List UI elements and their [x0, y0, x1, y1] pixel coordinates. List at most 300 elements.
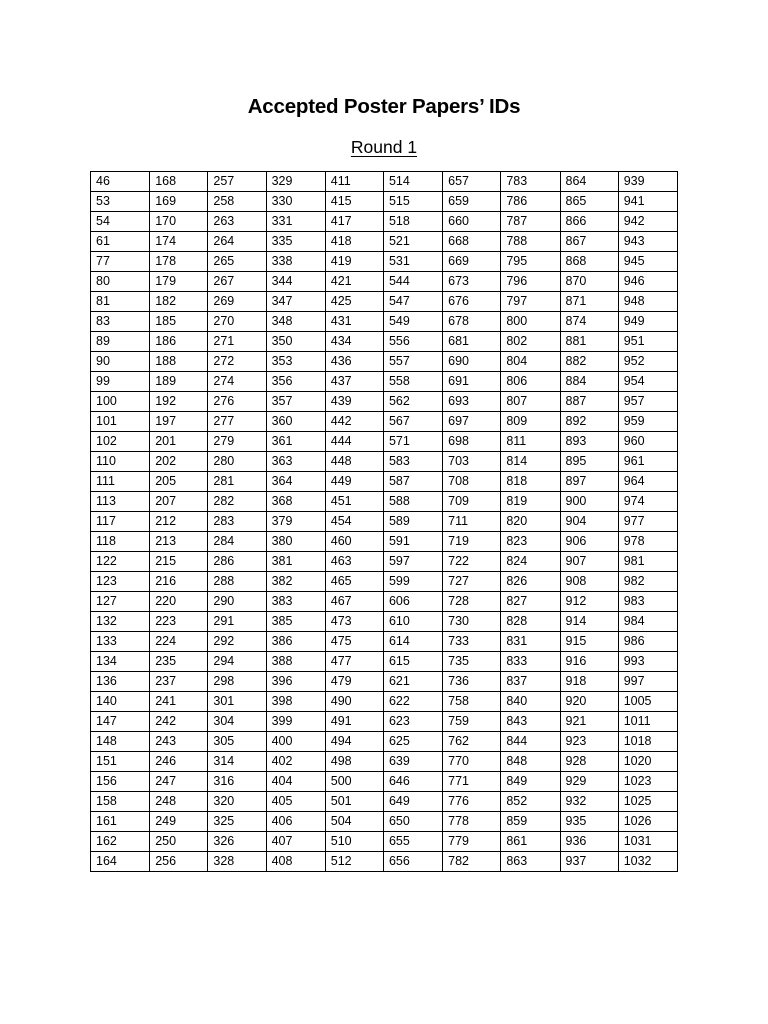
paper-id-cell: 826 [501, 572, 560, 592]
paper-id-cell: 388 [266, 652, 325, 672]
paper-id-cell: 320 [208, 792, 266, 812]
paper-id-cell: 247 [150, 772, 208, 792]
table-row [91, 732, 678, 752]
paper-id-cell: 981 [618, 552, 677, 572]
document-title: Accepted Poster Papers’ IDs [247, 95, 521, 118]
poster-id-table [90, 171, 678, 872]
paper-id-cell: 101 [91, 412, 150, 432]
paper-id-cell: 242 [150, 712, 208, 732]
paper-id-cell: 344 [266, 272, 325, 292]
table-row [91, 752, 678, 772]
paper-id-cell: 338 [266, 252, 325, 272]
paper-id-cell: 99 [91, 372, 150, 392]
paper-id-cell: 758 [443, 692, 501, 712]
paper-id-cell: 425 [325, 292, 383, 312]
paper-id-cell: 690 [443, 352, 501, 372]
paper-id-cell: 335 [266, 232, 325, 252]
paper-id-cell: 402 [266, 752, 325, 772]
paper-id-cell: 442 [325, 412, 383, 432]
paper-id-cell: 920 [560, 692, 618, 712]
paper-id-cell: 709 [443, 492, 501, 512]
paper-id-cell: 277 [208, 412, 266, 432]
paper-id-cell: 948 [618, 292, 677, 312]
paper-id-cell: 504 [325, 812, 383, 832]
paper-id-cell: 164 [91, 852, 150, 872]
paper-id-cell: 475 [325, 632, 383, 652]
paper-id-cell: 386 [266, 632, 325, 652]
paper-id-cell: 916 [560, 652, 618, 672]
paper-id-cell: 959 [618, 412, 677, 432]
table-row [91, 772, 678, 792]
paper-id-cell: 418 [325, 232, 383, 252]
paper-id-cell: 224 [150, 632, 208, 652]
paper-id-cell: 865 [560, 192, 618, 212]
paper-id-cell: 882 [560, 352, 618, 372]
paper-id-cell: 531 [383, 252, 442, 272]
table-row [91, 672, 678, 692]
paper-id-cell: 281 [208, 472, 266, 492]
paper-id-cell: 215 [150, 552, 208, 572]
paper-id-cell: 140 [91, 692, 150, 712]
paper-id-cell: 844 [501, 732, 560, 752]
paper-id-cell: 132 [91, 612, 150, 632]
paper-id-cell: 400 [266, 732, 325, 752]
paper-id-cell: 202 [150, 452, 208, 472]
paper-id-cell: 133 [91, 632, 150, 652]
paper-id-cell: 212 [150, 512, 208, 532]
paper-id-cell: 361 [266, 432, 325, 452]
paper-id-cell: 161 [91, 812, 150, 832]
paper-id-cell: 185 [150, 312, 208, 332]
paper-id-cell: 61 [91, 232, 150, 252]
paper-id-cell: 983 [618, 592, 677, 612]
paper-id-cell: 1026 [618, 812, 677, 832]
paper-id-cell: 657 [443, 172, 501, 192]
paper-id-cell: 719 [443, 532, 501, 552]
paper-id-cell: 870 [560, 272, 618, 292]
paper-id-cell: 833 [501, 652, 560, 672]
paper-id-cell: 868 [560, 252, 618, 272]
paper-id-cell: 363 [266, 452, 325, 472]
paper-id-cell: 693 [443, 392, 501, 412]
paper-id-cell: 668 [443, 232, 501, 252]
paper-id-cell: 182 [150, 292, 208, 312]
paper-id-cell: 562 [383, 392, 442, 412]
paper-id-cell: 928 [560, 752, 618, 772]
paper-id-cell: 820 [501, 512, 560, 532]
paper-id-cell: 406 [266, 812, 325, 832]
paper-id-cell: 294 [208, 652, 266, 672]
paper-id-cell: 567 [383, 412, 442, 432]
paper-id-cell: 258 [208, 192, 266, 212]
paper-id-cell: 819 [501, 492, 560, 512]
paper-id-cell: 282 [208, 492, 266, 512]
paper-id-cell: 148 [91, 732, 150, 752]
table-row [91, 292, 678, 312]
paper-id-cell: 170 [150, 212, 208, 232]
paper-id-cell: 599 [383, 572, 442, 592]
paper-id-cell: 941 [618, 192, 677, 212]
paper-id-cell: 771 [443, 772, 501, 792]
paper-id-cell: 558 [383, 372, 442, 392]
paper-id-cell: 408 [266, 852, 325, 872]
table-row [91, 352, 678, 372]
paper-id-cell: 213 [150, 532, 208, 552]
paper-id-cell: 316 [208, 772, 266, 792]
table-row [91, 372, 678, 392]
paper-id-cell: 840 [501, 692, 560, 712]
paper-id-cell: 286 [208, 552, 266, 572]
paper-id-cell: 207 [150, 492, 208, 512]
paper-id-cell: 491 [325, 712, 383, 732]
paper-id-cell: 655 [383, 832, 442, 852]
paper-id-cell: 276 [208, 392, 266, 412]
paper-id-cell: 460 [325, 532, 383, 552]
paper-id-cell: 1025 [618, 792, 677, 812]
paper-id-cell: 762 [443, 732, 501, 752]
paper-id-cell: 961 [618, 452, 677, 472]
paper-id-cell: 557 [383, 352, 442, 372]
paper-id-cell: 111 [91, 472, 150, 492]
paper-id-cell: 385 [266, 612, 325, 632]
paper-id-cell: 943 [618, 232, 677, 252]
paper-id-cell: 284 [208, 532, 266, 552]
paper-id-cell: 136 [91, 672, 150, 692]
table-row [91, 232, 678, 252]
paper-id-cell: 192 [150, 392, 208, 412]
paper-id-cell: 330 [266, 192, 325, 212]
table-row [91, 812, 678, 832]
paper-id-cell: 871 [560, 292, 618, 312]
paper-id-cell: 265 [208, 252, 266, 272]
paper-id-cell: 325 [208, 812, 266, 832]
paper-id-cell: 162 [91, 832, 150, 852]
paper-id-cell: 837 [501, 672, 560, 692]
paper-id-cell: 147 [91, 712, 150, 732]
paper-id-cell: 727 [443, 572, 501, 592]
paper-id-cell: 357 [266, 392, 325, 412]
paper-id-cell: 556 [383, 332, 442, 352]
paper-id-cell: 814 [501, 452, 560, 472]
paper-id-cell: 356 [266, 372, 325, 392]
paper-id-cell: 874 [560, 312, 618, 332]
paper-id-cell: 383 [266, 592, 325, 612]
paper-id-cell: 1031 [618, 832, 677, 852]
paper-id-cell: 396 [266, 672, 325, 692]
table-row [91, 412, 678, 432]
paper-id-cell: 467 [325, 592, 383, 612]
paper-id-cell: 864 [560, 172, 618, 192]
paper-id-cell: 168 [150, 172, 208, 192]
paper-id-cell: 848 [501, 752, 560, 772]
paper-id-cell: 53 [91, 192, 150, 212]
paper-id-cell: 314 [208, 752, 266, 772]
paper-id-cell: 867 [560, 232, 618, 252]
paper-id-cell: 381 [266, 552, 325, 572]
paper-id-cell: 952 [618, 352, 677, 372]
paper-id-cell: 1005 [618, 692, 677, 712]
paper-id-cell: 399 [266, 712, 325, 732]
table-row [91, 172, 678, 192]
table-row [91, 692, 678, 712]
paper-id-cell: 949 [618, 312, 677, 332]
table-body [91, 172, 678, 872]
paper-id-cell: 83 [91, 312, 150, 332]
paper-id-cell: 100 [91, 392, 150, 412]
paper-id-cell: 331 [266, 212, 325, 232]
paper-id-cell: 583 [383, 452, 442, 472]
paper-id-cell: 796 [501, 272, 560, 292]
paper-id-cell: 795 [501, 252, 560, 272]
round-heading: Round 1 [350, 137, 418, 157]
paper-id-cell: 606 [383, 592, 442, 612]
paper-id-cell: 110 [91, 452, 150, 472]
paper-id-cell: 722 [443, 552, 501, 572]
paper-id-cell: 849 [501, 772, 560, 792]
paper-id-cell: 1032 [618, 852, 677, 872]
paper-id-cell: 974 [618, 492, 677, 512]
paper-id-cell: 292 [208, 632, 266, 652]
paper-id-cell: 571 [383, 432, 442, 452]
paper-id-cell: 818 [501, 472, 560, 492]
paper-id-cell: 736 [443, 672, 501, 692]
paper-id-cell: 936 [560, 832, 618, 852]
paper-id-cell: 501 [325, 792, 383, 812]
paper-id-cell: 360 [266, 412, 325, 432]
paper-id-cell: 1018 [618, 732, 677, 752]
paper-id-cell: 451 [325, 492, 383, 512]
paper-id-cell: 169 [150, 192, 208, 212]
paper-id-cell: 656 [383, 852, 442, 872]
paper-id-cell: 893 [560, 432, 618, 452]
paper-id-cell: 223 [150, 612, 208, 632]
paper-id-cell: 597 [383, 552, 442, 572]
paper-id-cell: 863 [501, 852, 560, 872]
paper-id-cell: 350 [266, 332, 325, 352]
table-row [91, 592, 678, 612]
paper-id-cell: 407 [266, 832, 325, 852]
paper-id-cell: 241 [150, 692, 208, 712]
paper-id-cell: 448 [325, 452, 383, 472]
paper-id-cell: 861 [501, 832, 560, 852]
paper-id-cell: 897 [560, 472, 618, 492]
paper-id-cell: 921 [560, 712, 618, 732]
paper-id-cell: 800 [501, 312, 560, 332]
paper-id-cell: 419 [325, 252, 383, 272]
paper-id-cell: 436 [325, 352, 383, 372]
paper-id-cell: 697 [443, 412, 501, 432]
paper-id-cell: 417 [325, 212, 383, 232]
paper-id-cell: 267 [208, 272, 266, 292]
paper-id-cell: 404 [266, 772, 325, 792]
paper-id-cell: 935 [560, 812, 618, 832]
paper-id-cell: 256 [150, 852, 208, 872]
paper-id-cell: 298 [208, 672, 266, 692]
paper-id-cell: 283 [208, 512, 266, 532]
paper-id-cell: 454 [325, 512, 383, 532]
paper-id-cell: 804 [501, 352, 560, 372]
paper-id-cell: 730 [443, 612, 501, 632]
paper-id-cell: 500 [325, 772, 383, 792]
paper-id-cell: 982 [618, 572, 677, 592]
paper-id-cell: 639 [383, 752, 442, 772]
paper-id-cell: 957 [618, 392, 677, 412]
paper-id-cell: 929 [560, 772, 618, 792]
paper-id-cell: 787 [501, 212, 560, 232]
paper-id-cell: 778 [443, 812, 501, 832]
paper-id-cell: 932 [560, 792, 618, 812]
paper-id-cell: 514 [383, 172, 442, 192]
paper-id-cell: 290 [208, 592, 266, 612]
paper-id-cell: 512 [325, 852, 383, 872]
paper-id-cell: 326 [208, 832, 266, 852]
paper-id-cell: 904 [560, 512, 618, 532]
paper-id-cell: 827 [501, 592, 560, 612]
table-row [91, 432, 678, 452]
paper-id-cell: 434 [325, 332, 383, 352]
paper-id-cell: 676 [443, 292, 501, 312]
paper-id-cell: 382 [266, 572, 325, 592]
paper-id-cell: 776 [443, 792, 501, 812]
paper-id-cell: 797 [501, 292, 560, 312]
paper-id-cell: 246 [150, 752, 208, 772]
table-row [91, 452, 678, 472]
paper-id-cell: 178 [150, 252, 208, 272]
paper-id-cell: 824 [501, 552, 560, 572]
paper-id-cell: 615 [383, 652, 442, 672]
paper-id-cell: 113 [91, 492, 150, 512]
paper-id-cell: 463 [325, 552, 383, 572]
paper-id-cell: 156 [91, 772, 150, 792]
paper-id-cell: 271 [208, 332, 266, 352]
paper-id-cell: 779 [443, 832, 501, 852]
paper-id-cell: 122 [91, 552, 150, 572]
table-row [91, 712, 678, 732]
paper-id-cell: 986 [618, 632, 677, 652]
paper-id-cell: 201 [150, 432, 208, 452]
paper-id-cell: 348 [266, 312, 325, 332]
paper-id-cell: 892 [560, 412, 618, 432]
paper-id-cell: 90 [91, 352, 150, 372]
paper-id-cell: 347 [266, 292, 325, 312]
paper-id-cell: 1011 [618, 712, 677, 732]
paper-id-cell: 649 [383, 792, 442, 812]
paper-id-cell: 923 [560, 732, 618, 752]
paper-id-cell: 977 [618, 512, 677, 532]
paper-id-cell: 134 [91, 652, 150, 672]
paper-id-cell: 80 [91, 272, 150, 292]
paper-id-cell: 954 [618, 372, 677, 392]
table-row [91, 632, 678, 652]
paper-id-cell: 859 [501, 812, 560, 832]
paper-id-cell: 304 [208, 712, 266, 732]
paper-id-cell: 802 [501, 332, 560, 352]
paper-id-cell: 828 [501, 612, 560, 632]
paper-id-cell: 610 [383, 612, 442, 632]
paper-id-cell: 997 [618, 672, 677, 692]
paper-id-cell: 243 [150, 732, 208, 752]
paper-id-cell: 843 [501, 712, 560, 732]
paper-id-cell: 248 [150, 792, 208, 812]
paper-id-cell: 960 [618, 432, 677, 452]
paper-id-cell: 291 [208, 612, 266, 632]
paper-id-cell: 786 [501, 192, 560, 212]
paper-id-cell: 1023 [618, 772, 677, 792]
table-row [91, 492, 678, 512]
paper-id-cell: 127 [91, 592, 150, 612]
paper-id-cell: 866 [560, 212, 618, 232]
paper-id-cell: 421 [325, 272, 383, 292]
paper-id-cell: 174 [150, 232, 208, 252]
paper-id-cell: 669 [443, 252, 501, 272]
paper-id-cell: 946 [618, 272, 677, 292]
table-row [91, 572, 678, 592]
paper-id-cell: 912 [560, 592, 618, 612]
paper-id-cell: 518 [383, 212, 442, 232]
paper-id-cell: 945 [618, 252, 677, 272]
paper-id-cell: 614 [383, 632, 442, 652]
paper-id-cell: 368 [266, 492, 325, 512]
paper-id-cell: 908 [560, 572, 618, 592]
paper-id-cell: 510 [325, 832, 383, 852]
paper-id-cell: 809 [501, 412, 560, 432]
paper-id-cell: 811 [501, 432, 560, 452]
paper-id-cell: 659 [443, 192, 501, 212]
paper-id-cell: 588 [383, 492, 442, 512]
table-row [91, 852, 678, 872]
paper-id-cell: 465 [325, 572, 383, 592]
paper-id-cell: 158 [91, 792, 150, 812]
paper-id-cell: 907 [560, 552, 618, 572]
paper-id-cell: 151 [91, 752, 150, 772]
paper-id-cell: 380 [266, 532, 325, 552]
table-row [91, 192, 678, 212]
paper-id-cell: 379 [266, 512, 325, 532]
paper-id-cell: 328 [208, 852, 266, 872]
paper-id-cell: 479 [325, 672, 383, 692]
paper-id-cell: 249 [150, 812, 208, 832]
paper-id-cell: 515 [383, 192, 442, 212]
paper-id-cell: 831 [501, 632, 560, 652]
paper-id-cell: 81 [91, 292, 150, 312]
table-row [91, 392, 678, 412]
paper-id-cell: 984 [618, 612, 677, 632]
paper-id-cell: 703 [443, 452, 501, 472]
paper-id-cell: 46 [91, 172, 150, 192]
paper-id-cell: 895 [560, 452, 618, 472]
paper-id-cell: 123 [91, 572, 150, 592]
paper-id-cell: 770 [443, 752, 501, 772]
paper-id-cell: 117 [91, 512, 150, 532]
table-row [91, 212, 678, 232]
paper-id-cell: 405 [266, 792, 325, 812]
paper-id-cell: 216 [150, 572, 208, 592]
paper-id-cell: 881 [560, 332, 618, 352]
paper-id-cell: 807 [501, 392, 560, 412]
paper-id-cell: 237 [150, 672, 208, 692]
paper-id-cell: 235 [150, 652, 208, 672]
paper-id-cell: 329 [266, 172, 325, 192]
paper-id-cell: 759 [443, 712, 501, 732]
paper-id-cell: 398 [266, 692, 325, 712]
paper-id-cell: 477 [325, 652, 383, 672]
table-row [91, 552, 678, 572]
paper-id-cell: 490 [325, 692, 383, 712]
paper-id-cell: 993 [618, 652, 677, 672]
paper-id-cell: 186 [150, 332, 208, 352]
paper-id-cell: 942 [618, 212, 677, 232]
paper-id-cell: 250 [150, 832, 208, 852]
